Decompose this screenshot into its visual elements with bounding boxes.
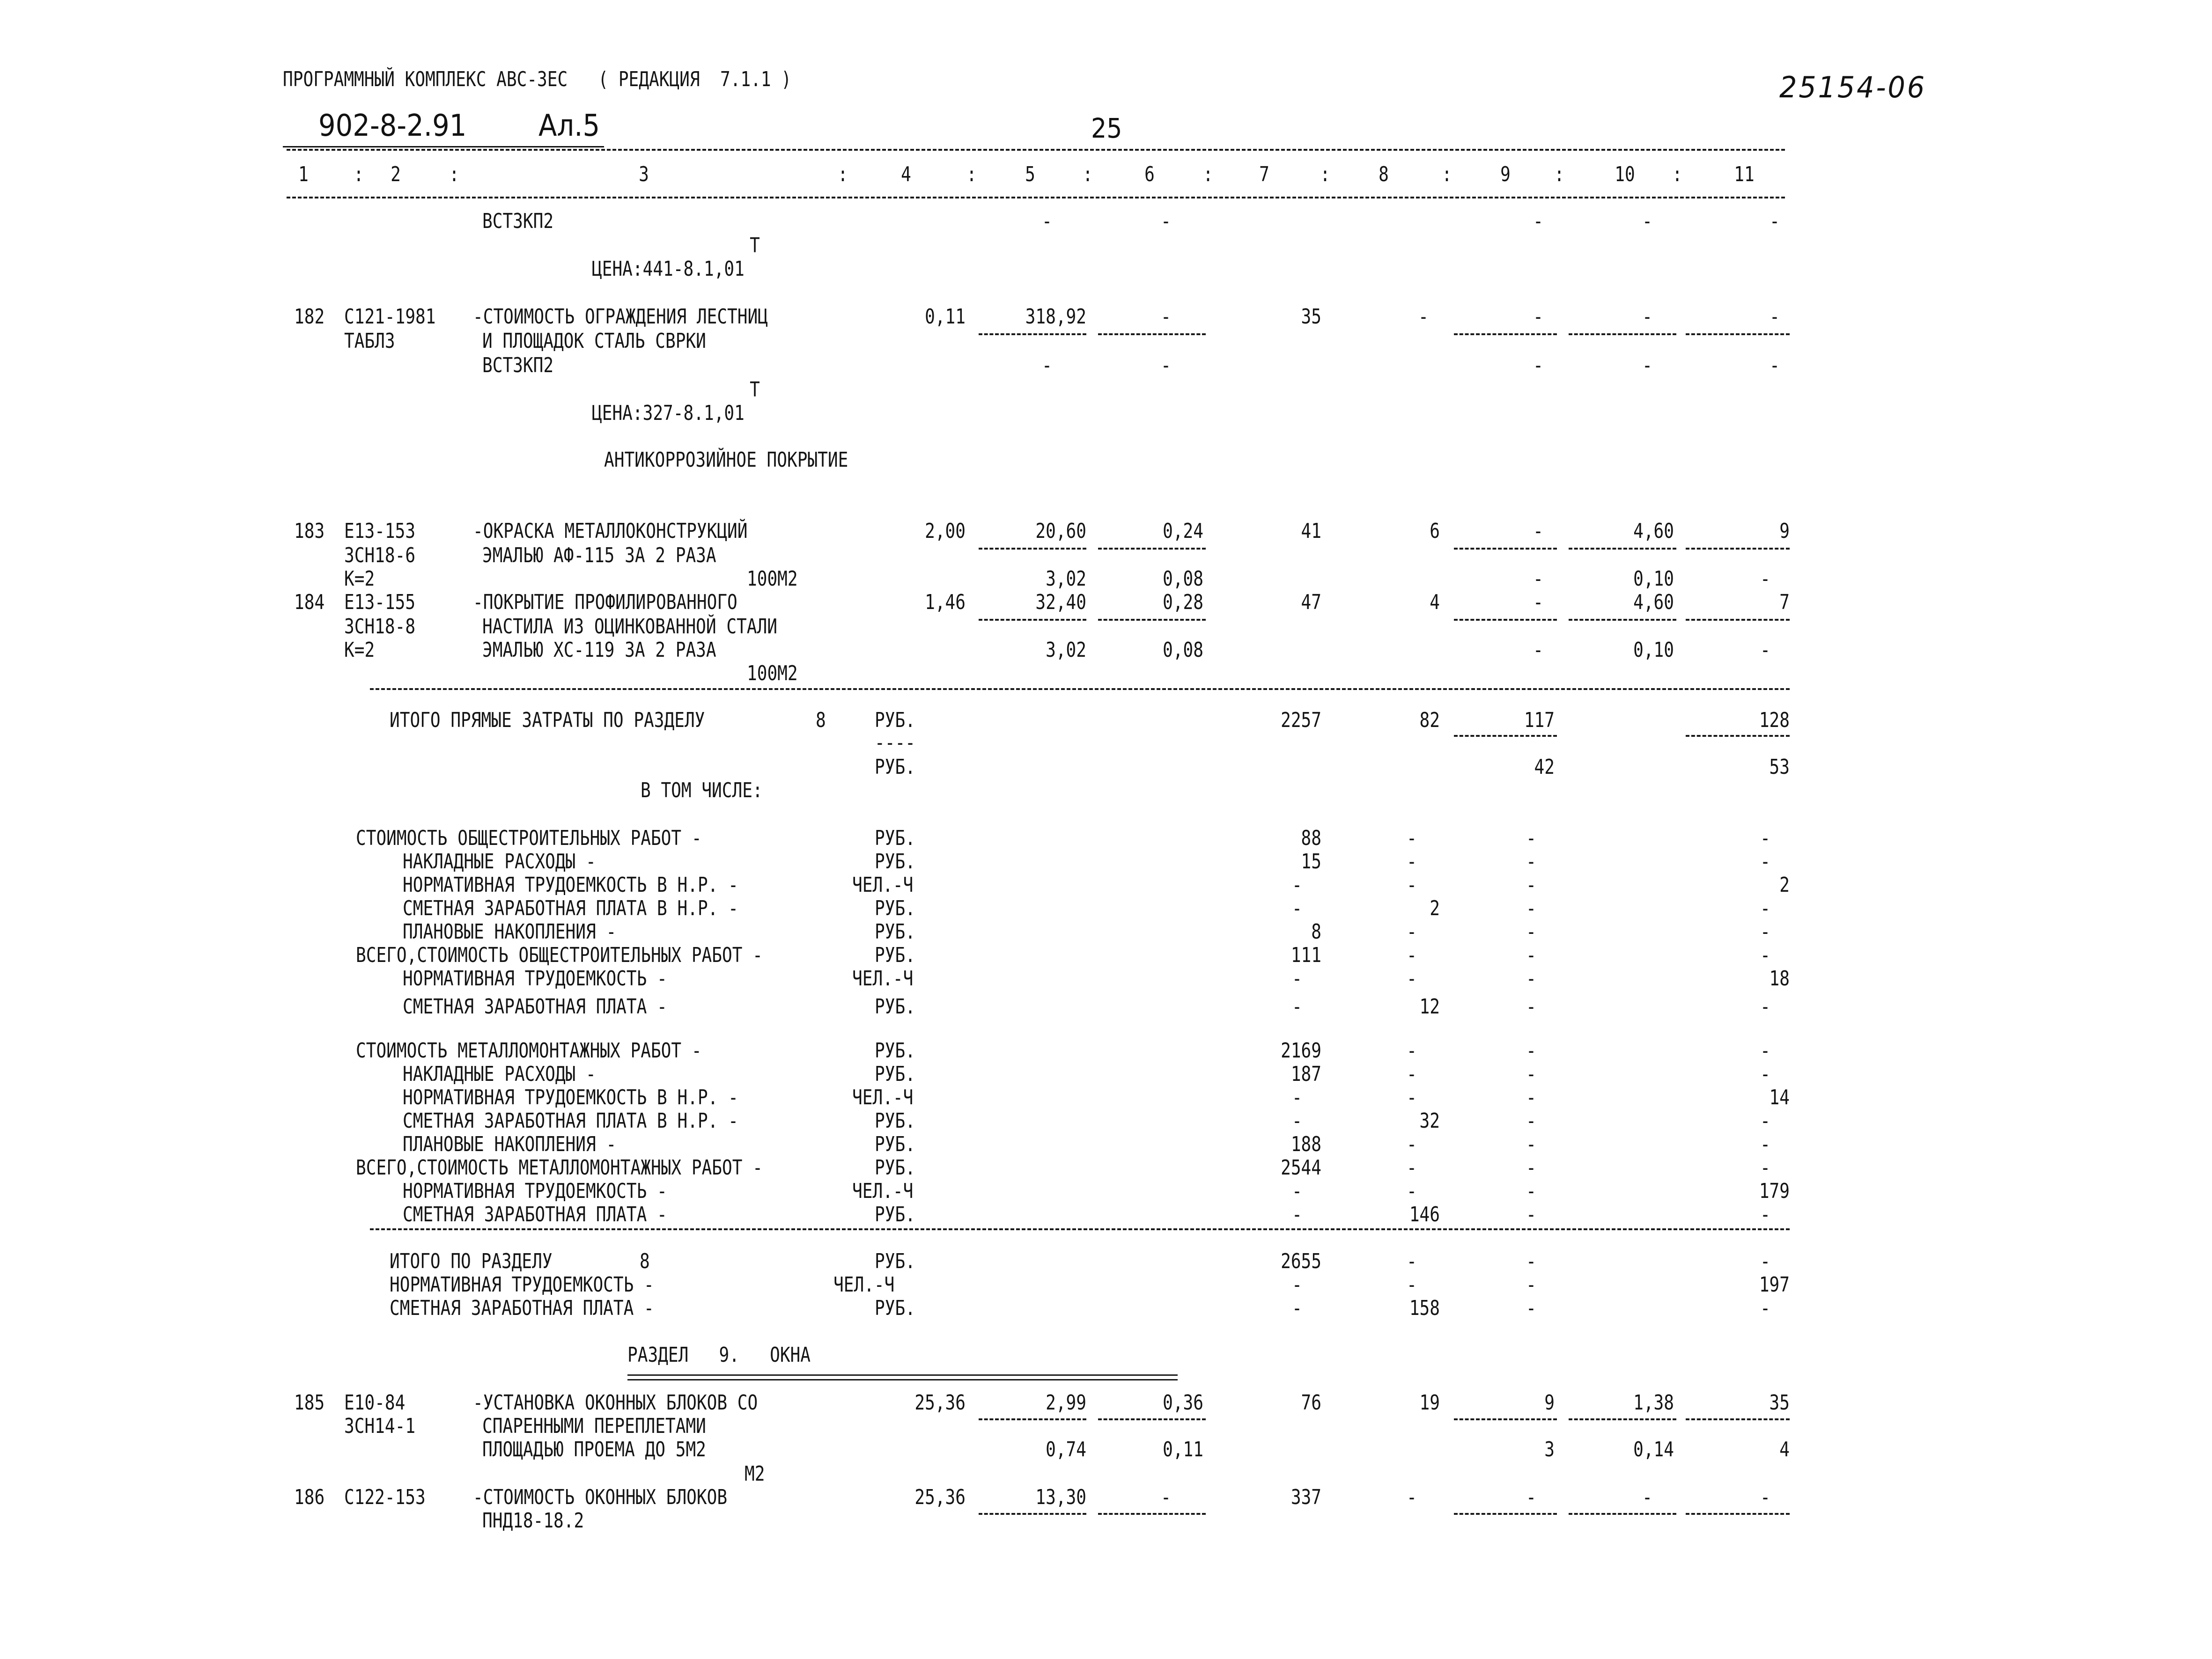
cell-underline: [1686, 735, 1790, 737]
table-cell: ПНД18-18.2: [482, 1509, 584, 1533]
table-cell: ЗСН18-8: [344, 615, 416, 639]
cell-underline: [1686, 548, 1790, 550]
table-cell: -: [1407, 1273, 1417, 1297]
section-heading-underline: [627, 1374, 1178, 1376]
table-cell: ЧЕЛ.-Ч: [852, 873, 914, 897]
table-cell: НАКЛАДНЫЕ РАСХОДЫ -: [403, 850, 596, 874]
table-cell: -: [1533, 638, 1543, 662]
table-cell: 2,99: [1046, 1391, 1086, 1415]
table-cell: ЗСН18-6: [344, 543, 416, 567]
cell-underline: [1686, 333, 1790, 335]
table-cell: -: [1642, 353, 1652, 377]
table-cell: 35: [1301, 305, 1321, 329]
table-cell: -: [1526, 943, 1536, 967]
table-cell: 47: [1301, 590, 1321, 614]
table-cell: РУБ.: [875, 850, 915, 874]
table-cell: 0,11: [925, 305, 966, 329]
table-cell: СПАРЕННЫМИ ПЕРЕПЛЕТАМИ: [482, 1414, 706, 1438]
cell-underline: [1686, 1418, 1790, 1420]
section-rule: [370, 1228, 1790, 1230]
column-number-1: 1: [298, 162, 309, 186]
section-heading-underline: [627, 1379, 1178, 1380]
table-cell: ИТОГО ПО РАЗДЕЛУ: [390, 1249, 553, 1273]
table-cell: К=2: [344, 638, 375, 662]
table-cell: -: [1526, 1485, 1536, 1509]
table-cell: 14: [1769, 1086, 1790, 1109]
table-cell: 0,14: [1633, 1438, 1674, 1461]
table-cell: 18: [1769, 967, 1790, 991]
table-cell: -: [1292, 1296, 1302, 1320]
cell-underline: [1569, 548, 1676, 550]
table-cell: 25,36: [914, 1391, 966, 1415]
table-cell: -: [1760, 1485, 1770, 1509]
table-cell: К=2: [344, 567, 375, 591]
table-cell: 0,10: [1633, 638, 1674, 662]
table-cell: -: [1533, 209, 1543, 233]
table-cell: 1,38: [1633, 1391, 1674, 1415]
table-cell: С121-1981: [344, 305, 436, 329]
cell-underline: [1454, 619, 1557, 621]
table-cell: -: [1526, 1249, 1536, 1273]
table-cell: -: [1292, 1179, 1302, 1203]
table-cell: 53: [1769, 755, 1790, 779]
table-cell: -: [1407, 1086, 1417, 1109]
table-cell: -: [1760, 1062, 1770, 1086]
column-separator: :: [449, 162, 459, 186]
table-cell: РУБ.: [875, 1039, 915, 1063]
table-cell: 25,36: [914, 1485, 966, 1509]
table-cell: -: [1407, 1132, 1417, 1156]
table-cell: 197: [1759, 1273, 1790, 1297]
column-separator: :: [354, 162, 364, 186]
column-number-2: 2: [391, 162, 401, 186]
cell-underline: [1454, 1513, 1557, 1515]
table-cell: -: [1407, 1179, 1417, 1203]
table-cell: -: [1770, 353, 1780, 377]
table-cell: 117: [1524, 708, 1555, 732]
table-cell: РУБ.: [875, 1109, 915, 1133]
table-cell: -: [1526, 995, 1536, 1019]
table-cell: -: [1526, 1039, 1536, 1063]
table-cell: -ОКРАСКА МЕТАЛЛОКОНСТРУКЦИЙ: [473, 519, 748, 543]
table-cell: ВСЕГО,СТОИМОСТЬ МЕТАЛЛОМОНТАЖНЫХ РАБОТ -: [356, 1156, 763, 1180]
table-cell: -: [1292, 995, 1302, 1019]
cell-underline: [1686, 619, 1790, 621]
table-cell: -: [1760, 1132, 1770, 1156]
table-cell: 8: [640, 1249, 650, 1273]
cell-underline: [1098, 1418, 1206, 1420]
table-cell: -: [1760, 826, 1770, 850]
table-cell: 32,40: [1035, 590, 1086, 614]
table-cell: 2257: [1281, 708, 1321, 732]
table-cell: 337: [1290, 1485, 1321, 1509]
table-cell: -: [1407, 1062, 1417, 1086]
table-cell: 8: [816, 708, 826, 732]
table-cell: -: [1161, 353, 1171, 377]
table-cell: -: [1526, 1179, 1536, 1203]
section-rule: [370, 688, 1790, 690]
cell-underline: [1569, 1513, 1676, 1515]
table-cell: -: [1407, 850, 1417, 874]
column-number-10: 10: [1615, 162, 1635, 186]
cell-underline: [1569, 619, 1676, 621]
table-cell: 20,60: [1035, 519, 1086, 543]
table-cell: РУБ.: [875, 1156, 915, 1180]
table-cell: ЭМАЛЬЮ АФ-115 ЗА 2 РАЗА: [482, 543, 716, 567]
table-cell: 146: [1409, 1203, 1440, 1226]
table-cell: 35: [1769, 1391, 1790, 1415]
table-cell: 2: [1779, 873, 1790, 897]
table-cell: -: [1407, 943, 1417, 967]
table-cell: -: [1292, 873, 1302, 897]
stamp-underline: [283, 146, 604, 147]
column-number-6: 6: [1144, 162, 1155, 186]
header-bottom-rule: [287, 197, 1785, 198]
table-cell: ЦЕНА:327-8.1,01: [592, 401, 745, 425]
table-cell: -: [1161, 209, 1171, 233]
table-cell: 4,60: [1633, 590, 1674, 614]
cell-underline: [1098, 619, 1206, 621]
table-cell: НОРМАТИВНАЯ ТРУДОЕМКОСТЬ В Н.Р. -: [403, 1086, 738, 1109]
table-cell: Т: [750, 234, 760, 257]
table-cell: РУБ.: [875, 1132, 915, 1156]
table-cell: -: [1760, 896, 1770, 920]
table-cell: СТОИМОСТЬ ОБЩЕСТРОИТЕЛЬНЫХ РАБОТ -: [356, 826, 702, 850]
project-code: 902-8-2.91: [318, 109, 467, 143]
column-number-8: 8: [1379, 162, 1389, 186]
cell-underline: [979, 619, 1086, 621]
table-cell: 4,60: [1633, 519, 1674, 543]
column-separator: :: [1672, 162, 1682, 186]
table-cell: -: [1760, 638, 1770, 662]
table-cell: 2,00: [925, 519, 966, 543]
column-number-5: 5: [1025, 162, 1035, 186]
cell-underline: [1569, 1418, 1676, 1420]
table-cell: ТАБЛ3: [344, 329, 395, 353]
table-cell: 186: [294, 1485, 325, 1509]
table-cell: -: [1526, 826, 1536, 850]
table-cell: ВСЕГО,СТОИМОСТЬ ОБЩЕСТРОИТЕЛЬНЫХ РАБОТ -: [356, 943, 763, 967]
table-cell: 4: [1430, 590, 1440, 614]
column-number-11: 11: [1734, 162, 1755, 186]
table-cell: 100М2: [747, 567, 798, 591]
table-cell: 15: [1301, 850, 1321, 874]
table-cell: -: [1407, 826, 1417, 850]
table-cell: РУБ.: [875, 1203, 915, 1226]
table-cell: ----: [875, 731, 915, 755]
table-cell: АНТИКОРРОЗИЙНОЕ ПОКРЫТИЕ: [604, 448, 848, 472]
table-cell: ЗСН14-1: [344, 1414, 416, 1438]
table-cell: В ТОМ ЧИСЛЕ:: [641, 778, 763, 802]
table-cell: -: [1760, 920, 1770, 944]
table-cell: ЧЕЛ.-Ч: [852, 967, 914, 991]
table-cell: -: [1533, 567, 1543, 591]
table-cell: -: [1642, 209, 1652, 233]
table-cell: СМЕТНАЯ ЗАРАБОТНАЯ ПЛАТА -: [403, 1203, 667, 1226]
table-cell: 187: [1290, 1062, 1321, 1086]
table-cell: -: [1526, 1086, 1536, 1109]
table-cell: РУБ.: [875, 1296, 915, 1320]
table-cell: -: [1418, 305, 1429, 329]
table-cell: -: [1526, 1273, 1536, 1297]
table-cell: ВСТЗКП2: [482, 353, 554, 377]
table-cell: РУБ.: [875, 896, 915, 920]
table-cell: -: [1760, 1296, 1770, 1320]
table-cell: -СТОИМОСТЬ ОГРАЖДЕНИЯ ЛЕСТНИЦ: [473, 305, 768, 329]
table-cell: Е13-153: [344, 519, 416, 543]
table-cell: ЧЕЛ.-Ч: [833, 1273, 895, 1297]
table-cell: 6: [1430, 519, 1440, 543]
column-number-4: 4: [901, 162, 911, 186]
table-cell: -УСТАНОВКА ОКОННЫХ БЛОКОВ СО: [473, 1391, 758, 1415]
table-cell: -: [1770, 209, 1780, 233]
table-cell: 88: [1301, 826, 1321, 850]
table-cell: -: [1760, 1109, 1770, 1133]
table-cell: РУБ.: [875, 943, 915, 967]
table-cell: 185: [294, 1391, 325, 1415]
table-cell: СМЕТНАЯ ЗАРАБОТНАЯ ПЛАТА -: [403, 995, 667, 1019]
table-cell: -: [1526, 1109, 1536, 1133]
table-cell: 179: [1759, 1179, 1790, 1203]
table-cell: СТОИМОСТЬ МЕТАЛЛОМОНТАЖНЫХ РАБОТ -: [356, 1039, 702, 1063]
table-cell: -: [1161, 305, 1171, 329]
table-cell: -: [1407, 1249, 1417, 1273]
table-cell: РУБ.: [875, 826, 915, 850]
table-cell: -: [1760, 1156, 1770, 1180]
table-cell: -СТОИМОСТЬ ОКОННЫХ БЛОКОВ: [473, 1485, 728, 1509]
table-cell: -: [1407, 1039, 1417, 1063]
column-separator: :: [966, 162, 977, 186]
page-number: 25: [1091, 112, 1122, 144]
cell-underline: [1686, 1513, 1790, 1515]
column-separator: :: [1442, 162, 1452, 186]
table-cell: 3,02: [1046, 567, 1086, 591]
table-cell: -: [1526, 920, 1536, 944]
table-cell: 42: [1534, 755, 1555, 779]
table-cell: ПЛАНОВЫЕ НАКОПЛЕНИЯ -: [403, 920, 617, 944]
table-cell: Е10-84: [344, 1391, 406, 1415]
table-cell: -: [1760, 943, 1770, 967]
table-cell: ВСТЗКП2: [482, 209, 554, 233]
table-cell: ПЛОЩАДЬЮ ПРОЕМА ДО 5М2: [482, 1438, 706, 1461]
column-separator: :: [838, 162, 848, 186]
archive-number: 25154-06: [1779, 70, 1926, 104]
table-cell: 8: [1311, 920, 1321, 944]
table-cell: -: [1533, 519, 1543, 543]
table-cell: -: [1407, 1485, 1417, 1509]
table-cell: -: [1526, 1156, 1536, 1180]
column-separator: :: [1320, 162, 1330, 186]
table-cell: СМЕТНАЯ ЗАРАБОТНАЯ ПЛАТА В Н.Р. -: [403, 1109, 738, 1133]
cell-underline: [979, 548, 1086, 550]
cell-underline: [1454, 548, 1557, 550]
table-cell: -: [1526, 1062, 1536, 1086]
table-cell: 82: [1419, 708, 1440, 732]
table-cell: 100М2: [747, 661, 798, 685]
table-cell: -: [1407, 967, 1417, 991]
table-cell: -: [1407, 873, 1417, 897]
table-cell: 182: [294, 305, 325, 329]
table-cell: 7: [1779, 590, 1790, 614]
table-cell: 0,08: [1163, 638, 1203, 662]
cell-underline: [1454, 1418, 1557, 1420]
table-cell: -: [1760, 1249, 1770, 1273]
table-cell: 2655: [1281, 1249, 1321, 1273]
table-cell: -: [1042, 353, 1052, 377]
table-cell: -: [1533, 353, 1543, 377]
table-cell: -: [1292, 1203, 1302, 1226]
table-cell: -: [1526, 850, 1536, 874]
table-cell: 76: [1301, 1391, 1321, 1415]
table-cell: -: [1526, 873, 1536, 897]
header-top-rule: [287, 149, 1785, 151]
cell-underline: [1454, 735, 1557, 737]
table-cell: -: [1526, 1132, 1536, 1156]
table-cell: -: [1407, 1156, 1417, 1180]
table-cell: -: [1642, 1485, 1652, 1509]
table-cell: РУБ.: [875, 1062, 915, 1086]
table-cell: -: [1526, 967, 1536, 991]
table-cell: 0,11: [1163, 1438, 1203, 1461]
table-cell: -: [1760, 1203, 1770, 1226]
cell-underline: [1454, 333, 1557, 335]
table-cell: НОРМАТИВНАЯ ТРУДОЕМКОСТЬ В Н.Р. -: [403, 873, 738, 897]
table-cell: РАЗДЕЛ 9. ОКНА: [627, 1343, 811, 1367]
table-cell: 0,74: [1046, 1438, 1086, 1461]
album-number: Ал.5: [538, 109, 600, 143]
table-cell: 41: [1301, 519, 1321, 543]
table-cell: 12: [1419, 995, 1440, 1019]
table-cell: -: [1042, 209, 1052, 233]
column-separator: :: [1554, 162, 1564, 186]
table-cell: -: [1526, 1203, 1536, 1226]
table-cell: РУБ.: [875, 995, 915, 1019]
table-cell: 184: [294, 590, 325, 614]
table-cell: -: [1760, 567, 1770, 591]
table-cell: 4: [1779, 1438, 1790, 1461]
table-cell: ИТОГО ПРЯМЫЕ ЗАТРАТЫ ПО РАЗДЕЛУ: [390, 708, 705, 732]
table-cell: -: [1533, 305, 1543, 329]
table-cell: РУБ.: [875, 1249, 915, 1273]
table-cell: 9: [1779, 519, 1790, 543]
table-cell: 3,02: [1046, 638, 1086, 662]
table-cell: 0,24: [1163, 519, 1203, 543]
table-cell: -: [1292, 896, 1302, 920]
table-cell: -: [1526, 896, 1536, 920]
table-cell: НАСТИЛА ИЗ ОЦИНКОВАННОЙ СТАЛИ: [482, 615, 777, 639]
table-cell: -: [1760, 995, 1770, 1019]
table-cell: ПЛАНОВЫЕ НАКОПЛЕНИЯ -: [403, 1132, 617, 1156]
table-cell: СМЕТНАЯ ЗАРАБОТНАЯ ПЛАТА В Н.Р. -: [403, 896, 738, 920]
table-cell: 1,46: [925, 590, 966, 614]
cell-underline: [1098, 548, 1206, 550]
table-cell: 128: [1759, 708, 1790, 732]
table-cell: НОРМАТИВНАЯ ТРУДОЕМКОСТЬ -: [403, 967, 667, 991]
table-cell: 32: [1419, 1109, 1440, 1133]
table-cell: 13,30: [1035, 1485, 1086, 1509]
table-cell: М2: [745, 1462, 765, 1486]
table-cell: 318,92: [1025, 305, 1086, 329]
table-cell: 0,28: [1163, 590, 1203, 614]
table-cell: 158: [1409, 1296, 1440, 1320]
program-title: ПРОГРАММНЫЙ КОМПЛЕКС АВС-3ЕС ( РЕДАКЦИЯ 7.1.1 ): [283, 67, 792, 91]
table-cell: Е13-155: [344, 590, 416, 614]
table-cell: -: [1760, 850, 1770, 874]
table-cell: -ПОКРЫТИЕ ПРОФИЛИРОВАННОГО: [473, 590, 737, 614]
table-cell: 0,08: [1163, 567, 1203, 591]
table-cell: 3: [1544, 1438, 1555, 1461]
table-cell: 183: [294, 519, 325, 543]
table-cell: -: [1292, 967, 1302, 991]
column-separator: :: [1203, 162, 1213, 186]
table-cell: 111: [1290, 943, 1321, 967]
column-number-9: 9: [1500, 162, 1511, 186]
table-cell: НОРМАТИВНАЯ ТРУДОЕМКОСТЬ -: [390, 1273, 654, 1297]
cell-underline: [1098, 333, 1206, 335]
table-cell: РУБ.: [875, 755, 915, 779]
table-cell: ЦЕНА:441-8.1,01: [592, 257, 745, 281]
table-cell: Т: [750, 378, 760, 402]
table-cell: 0,10: [1633, 567, 1674, 591]
table-cell: РУБ.: [875, 708, 915, 732]
cell-underline: [979, 1418, 1086, 1420]
cell-underline: [979, 333, 1086, 335]
table-cell: -: [1642, 305, 1652, 329]
table-cell: РУБ.: [875, 920, 915, 944]
table-cell: СМЕТНАЯ ЗАРАБОТНАЯ ПЛАТА -: [390, 1296, 654, 1320]
table-cell: 9: [1544, 1391, 1555, 1415]
table-cell: 2: [1430, 896, 1440, 920]
table-cell: 19: [1419, 1391, 1440, 1415]
table-cell: -: [1526, 1296, 1536, 1320]
cell-underline: [979, 1513, 1086, 1515]
table-cell: С122-153: [344, 1485, 426, 1509]
cell-underline: [1569, 333, 1676, 335]
table-cell: -: [1770, 305, 1780, 329]
table-cell: 2544: [1281, 1156, 1321, 1180]
table-cell: -: [1760, 1039, 1770, 1063]
column-number-3: 3: [639, 162, 649, 186]
table-cell: ЭМАЛЬЮ ХС-119 ЗА 2 РАЗА: [482, 638, 716, 662]
table-cell: И ПЛОЩАДОК СТАЛЬ СВРКИ: [482, 329, 706, 353]
table-cell: 2169: [1281, 1039, 1321, 1063]
table-cell: 0,36: [1163, 1391, 1203, 1415]
table-cell: ЧЕЛ.-Ч: [852, 1086, 914, 1109]
table-cell: -: [1292, 1109, 1302, 1133]
column-separator: :: [1083, 162, 1093, 186]
column-number-7: 7: [1259, 162, 1269, 186]
table-cell: -: [1292, 1273, 1302, 1297]
table-cell: -: [1161, 1485, 1171, 1509]
table-cell: 188: [1290, 1132, 1321, 1156]
table-cell: ЧЕЛ.-Ч: [852, 1179, 914, 1203]
table-cell: -: [1292, 1086, 1302, 1109]
table-cell: -: [1533, 590, 1543, 614]
cell-underline: [1098, 1513, 1206, 1515]
table-cell: -: [1407, 920, 1417, 944]
table-cell: НАКЛАДНЫЕ РАСХОДЫ -: [403, 1062, 596, 1086]
table-cell: НОРМАТИВНАЯ ТРУДОЕМКОСТЬ -: [403, 1179, 667, 1203]
